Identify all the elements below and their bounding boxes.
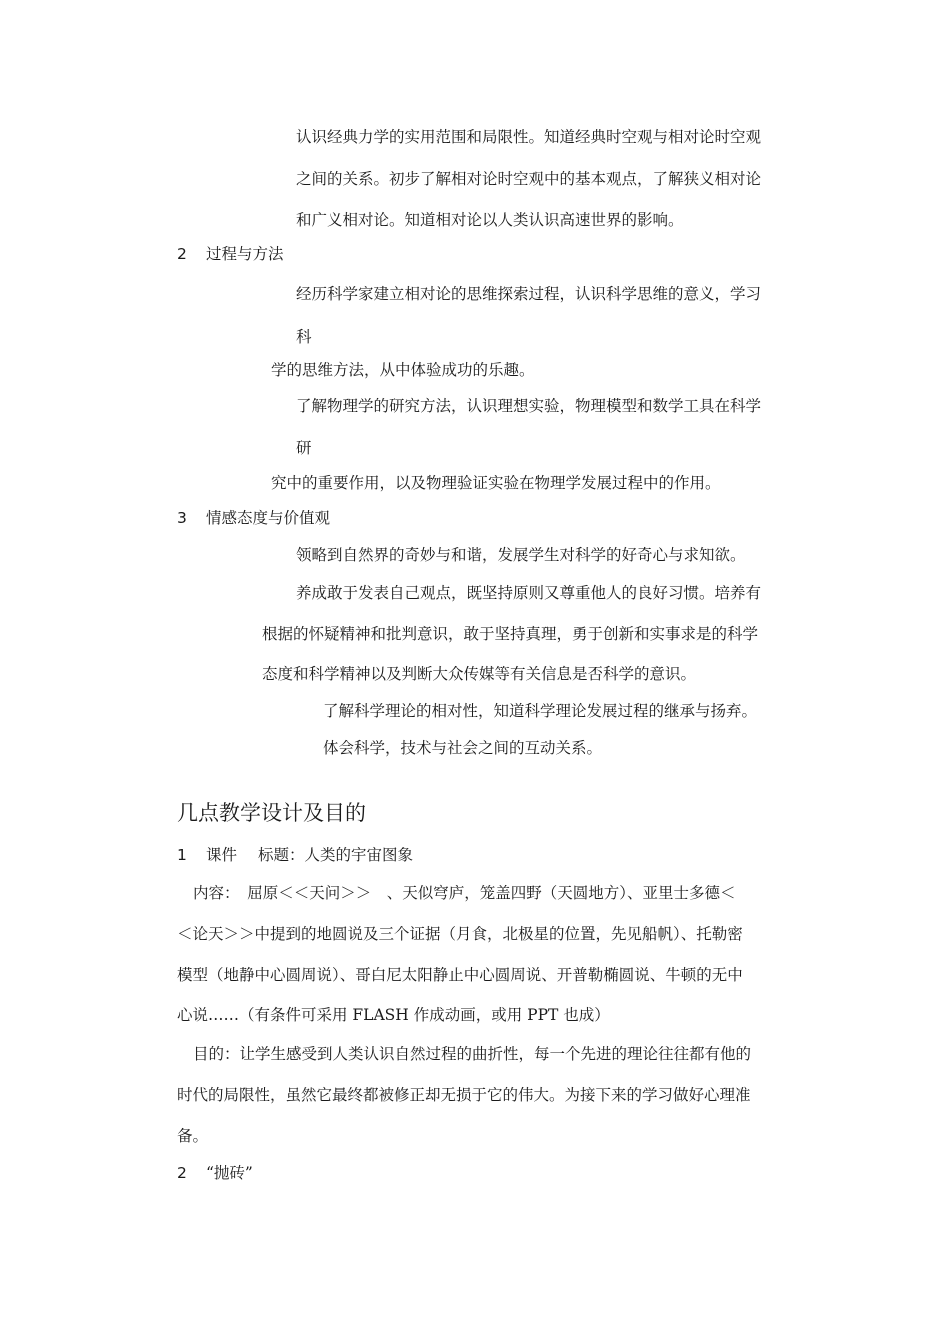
attitude-line: 领略到自然界的奇妙与和谐，发展学生对科学的好奇心与求知欲。 (296, 546, 746, 564)
content-line: 心说……（有条件可采用 FLASH 作成动画，或用 PPT 也成） (177, 1006, 610, 1024)
section-title-attitude: 情感态度与价值观 (206, 509, 331, 527)
process-line: 科 (296, 328, 312, 346)
attitude-line: 根据的怀疑精神和批判意识，敢于坚持真理，勇于创新和实事求是的科学 (262, 625, 759, 643)
content-line: 模型（地静中心圆周说）、哥白尼太阳静止中心圆周说、开普勒椭圆说、牛顿的无中 (177, 966, 743, 984)
item-title: 课件 (206, 846, 238, 864)
attitude-line: 体会科学，技术与社会之间的互动关系。 (323, 739, 603, 757)
goal-line: 目的：让学生感受到人类认识自然过程的曲折性，每一个先进的理论往往都有他的 (193, 1045, 752, 1063)
item-number: 2 (177, 1164, 187, 1182)
process-line: 究中的重要作用，以及物理验证实验在物理学发展过程中的作用。 (271, 474, 721, 492)
item-subtitle: 标题：人类的宇宙图象 (258, 846, 414, 864)
process-line: 经历科学家建立相对论的思维探索过程，认识科学思维的意义，学习 (296, 285, 762, 303)
section-number: 2 (177, 245, 187, 263)
process-line: 了解物理学的研究方法，认识理想实验，物理模型和数学工具在科学 (296, 397, 762, 415)
item-title: “抛砖” (206, 1164, 253, 1182)
process-line: 研 (296, 439, 312, 457)
content-line: 内容： 屈原＜＜天问＞＞ 、天似穹庐，笼盖四野（天圆地方）、亚里士多德＜ (193, 884, 736, 902)
process-line: 学的思维方法，从中体验成功的乐趣。 (271, 361, 535, 379)
section-number: 3 (177, 509, 187, 527)
content-line: ＜论天＞＞中提到的地圆说及三个证据（月食，北极星的位置，先见船帆）、托勒密 (177, 925, 743, 943)
goal-line: 时代的局限性，虽然它最终都被修正却无损于它的伟大。为接下来的学习做好心理准 (177, 1086, 751, 1104)
knowledge-line: 之间的关系。初步了解相对论时空观中的基本观点，了解狭义相对论 (296, 170, 762, 188)
item-number: 1 (177, 846, 187, 864)
attitude-line: 态度和科学精神以及判断大众传媒等有关信息是否科学的意识。 (262, 665, 697, 683)
knowledge-line: 认识经典力学的实用范围和局限性。知道经典时空观与相对论时空观 (296, 128, 762, 146)
attitude-line: 养成敢于发表自己观点，既坚持原则又尊重他人的良好习惯。培养有 (296, 584, 762, 602)
goal-line: 备。 (177, 1127, 209, 1145)
section-heading: 几点教学设计及目的 (177, 801, 366, 825)
attitude-line: 了解科学理论的相对性，知道科学理论发展过程的继承与扬弃。 (323, 702, 758, 720)
knowledge-line: 和广义相对论。知道相对论以人类认识高速世界的影响。 (296, 211, 684, 229)
section-title-process: 过程与方法 (206, 245, 284, 263)
